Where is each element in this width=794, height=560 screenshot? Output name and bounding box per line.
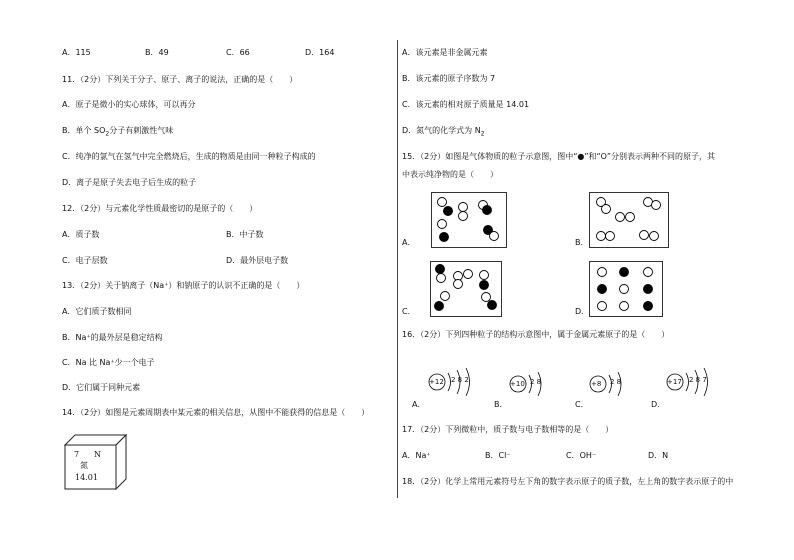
q12-option-a[interactable]: A．质子数 xyxy=(62,230,100,239)
q11-option-d[interactable]: D．离子是原子失去电子后生成的粒子 xyxy=(62,178,197,187)
q16-stem: 16．（2分）下列四种粒子的结构示意图中，属于金属元素原子的是（ ） xyxy=(402,330,670,339)
q18-stem: 18．（2分）化学上常用元素符号左下角的数字表示原子的质子数，左上角的数字表示原子的中 xyxy=(402,477,734,486)
q15-diagram-d-atoms xyxy=(590,262,662,316)
q16-c-shells: 2 8 xyxy=(610,378,622,386)
q13-option-a[interactable]: A．它们质子数相同 xyxy=(62,307,132,316)
element-number: 7 xyxy=(74,450,80,459)
q10-option-d[interactable]: D．164 xyxy=(305,48,335,57)
q16-a-shells: 2 8 2 xyxy=(451,376,469,384)
q12-option-c[interactable]: C．电子层数 xyxy=(62,256,108,265)
q15-diagram-b[interactable] xyxy=(589,192,669,248)
q14-stem: 14．（2分）如图是元素周期表中某元素的相关信息，从图中不能获得的信息是（ ） xyxy=(62,408,370,417)
q16-a-nucleus: +12 xyxy=(429,378,444,386)
element-name: 氮 xyxy=(80,461,88,470)
q16-b-nucleus: +10 xyxy=(510,380,525,388)
q15-diagram-b-atoms xyxy=(590,193,668,247)
q15-option-a-label[interactable]: A． xyxy=(402,238,416,247)
q16-option-a-label[interactable]: A． xyxy=(412,400,426,409)
q14-option-c[interactable]: C．该元素的相对原子质量是 14.01 xyxy=(402,100,530,109)
q15-diagram-c-atoms xyxy=(431,262,501,316)
element-mass: 14.01 xyxy=(75,473,98,482)
q17-option-a[interactable]: A．Na⁺ xyxy=(402,451,431,460)
q11-option-c[interactable]: C．纯净的氯气在氢气中完全燃烧后，生成的物质是由同一种粒子构成的 xyxy=(62,152,316,161)
element-card xyxy=(64,434,128,490)
q10-option-c[interactable]: C．66 xyxy=(226,48,250,57)
q17-option-d[interactable]: D．N xyxy=(648,451,669,460)
q11-b-text: B．单个 SO xyxy=(62,126,106,135)
q16-c-nucleus: +8 xyxy=(591,380,602,388)
q15-option-c-label[interactable]: C． xyxy=(402,307,416,316)
q15-diagram-c[interactable] xyxy=(430,261,502,317)
q16-b-shells: 2 8 xyxy=(530,378,542,386)
q15-option-d-label[interactable]: D． xyxy=(575,307,590,316)
q12-option-b[interactable]: B．中子数 xyxy=(226,230,264,239)
q17-option-b[interactable]: B．Cl⁻ xyxy=(485,451,511,460)
q11-stem: 11．（2分）下列关于分子、原子、离子的说法，正确的是（ ） xyxy=(62,75,298,84)
q15-stem-line1: 15．（2分）如图是气体物质的粒子示意图，图中“●”和“O”分别表示两种不同的原子，其 xyxy=(402,152,715,161)
q11-option-a[interactable]: A．原子是微小的实心球体，可以再分 xyxy=(62,100,196,109)
q13-option-b[interactable]: B．Na⁺的最外层是稳定结构 xyxy=(62,333,163,342)
element-symbol: N xyxy=(94,450,101,459)
q11-option-b[interactable] xyxy=(62,126,173,140)
q14-d-sub: 2 xyxy=(480,130,485,138)
q17-stem: 17．（2分）下列微粒中，质子数与电子数相等的是（ ） xyxy=(402,425,614,434)
q15-diagram-a-atoms xyxy=(432,193,506,247)
q12-option-d[interactable]: D．最外层电子数 xyxy=(226,256,289,265)
q14-option-b[interactable]: B．该元素的原子序数为 7 xyxy=(402,74,496,83)
q13-option-d[interactable]: D．它们属于同种元素 xyxy=(62,383,141,392)
q15-diagram-d[interactable] xyxy=(589,261,663,317)
q15-diagram-a[interactable] xyxy=(431,192,507,248)
q13-option-c[interactable]: C．Na 比 Na⁺少一个电子 xyxy=(62,358,155,367)
q16-option-c-label[interactable]: C． xyxy=(575,400,589,409)
q16-option-d-label[interactable]: D． xyxy=(651,400,666,409)
q13-stem: 13．（2分）关于钠离子（Na⁺）和钠原子的认识不正确的是（ ） xyxy=(62,281,305,290)
q11-b-sub: 2 xyxy=(105,130,110,138)
q16-d-nucleus: +17 xyxy=(667,378,682,386)
q16-d-shells: 2 8 7 xyxy=(689,376,707,384)
q15-stem-line2: 中表示纯净物的是（ ） xyxy=(402,170,498,179)
q17-option-c[interactable]: C．OH⁻ xyxy=(566,451,597,460)
q14-d-text: D．氮气的化学式为 N xyxy=(402,126,481,135)
q10-option-b[interactable]: B．49 xyxy=(145,48,169,57)
q16-option-b-label[interactable]: B． xyxy=(494,400,508,409)
column-divider xyxy=(397,40,398,498)
q14-option-a[interactable]: A．该元素是非金属元素 xyxy=(402,48,488,57)
q11-b-text2: 分子有刺激性气味 xyxy=(109,126,174,135)
q15-option-b-label[interactable]: B． xyxy=(575,238,589,247)
q12-stem: 12．（2分）与元素化学性质最密切的是原子的（ ） xyxy=(62,204,258,213)
q14-option-d[interactable] xyxy=(402,126,485,140)
q10-option-a[interactable]: A．115 xyxy=(62,48,91,57)
